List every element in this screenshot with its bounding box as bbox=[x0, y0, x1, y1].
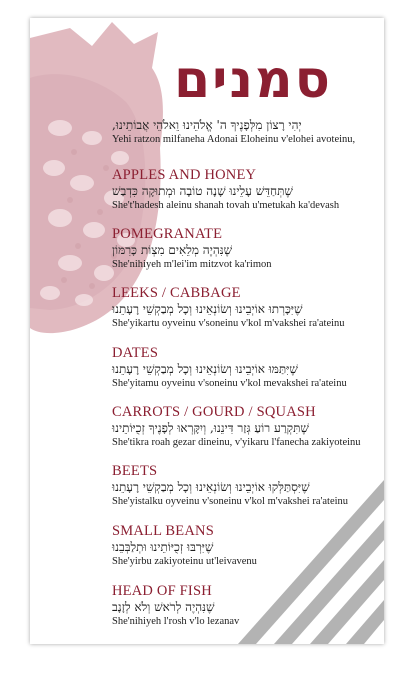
siman-heading: HEAD OF FISH bbox=[112, 583, 212, 599]
content bbox=[30, 18, 384, 644]
siman-leeks-cabbage bbox=[112, 285, 372, 331]
intro-blessing bbox=[112, 118, 372, 147]
siman-small-beans bbox=[112, 523, 372, 569]
siman-hebrew: שֶׁיִּסְתַּלְּקוּ אוֹיְבֵינוּ וְשׂוֹנְאֵינוּ וְכָל מְבַקְשֵׁי רָעָתֵנוּ bbox=[112, 480, 310, 494]
siman-transliteration: She'yirbu zakiyoteinu ut'leivavenu bbox=[112, 556, 257, 567]
siman-hebrew: שֶׁיִּתַּמּוּ אוֹיְבֵינוּ וְשׂוֹנְאֵינוּ וְכָל מְבַקְשֵׁי רָעָתֵנוּ bbox=[112, 362, 298, 376]
siman-hebrew: שֶׁנִּהְיֶה מְלֵאִים מִצְוֹת כָּרִמּוֹן bbox=[112, 243, 233, 257]
siman-heading: DATES bbox=[112, 345, 159, 361]
siman-hebrew: שֶׁנִּהְיֶה לְרֹאשׁ וְלֹא לְזָנָב bbox=[112, 600, 215, 614]
siman-hebrew: שֶׁתְּחַדֵּשׁ עָלֵינוּ שָׁנָה טוֹבָה וּמְתוּקָה כִּדְבַשׁ bbox=[112, 184, 293, 198]
intro-transliteration: Yehi ratzon milfaneha Adonai Eloheinu v'elohei avoteinu, bbox=[112, 134, 356, 145]
siman-heading: LEEKS / CABBAGE bbox=[112, 285, 241, 301]
siman-hebrew: שֶׁיִּרְבּוּ זְכֻיּוֹתֵינוּ וּתְלַבְּבֵנוּ bbox=[112, 540, 214, 554]
siman-heading: BEETS bbox=[112, 463, 158, 479]
siman-transliteration: She'yistalku oyveinu v'soneinu v'kol m'vakshei ra'ateinu bbox=[112, 496, 349, 507]
siman-beets bbox=[112, 463, 372, 509]
siman-transliteration: She'yikartu oyveinu v'soneinu v'kol m'vakshei ra'ateinu bbox=[112, 318, 345, 329]
intro-hebrew: יְהִי רָצוֹן מִלְּפָנֶיךָ ה' אֱלֹהֵינוּ וֵאלֹהֵי אֲבוֹתֵינוּ, bbox=[112, 118, 302, 132]
siman-transliteration: She'nihiyeh l'rosh v'lo lezanav bbox=[112, 616, 240, 627]
siman-apples-honey bbox=[112, 167, 372, 213]
siman-hebrew: שֶׁיִּכָּרְתוּ אוֹיְבֵינוּ וְשׂוֹנְאֵינוּ וְכָל מְבַקְשֵׁי רָעָתֵנוּ bbox=[112, 302, 303, 316]
siman-heading: CARROTS / GOURD / SQUASH bbox=[112, 404, 316, 420]
page-title bbox=[30, 50, 370, 110]
siman-head-of-fish bbox=[112, 583, 372, 629]
siman-hebrew: שֶׁתִּקְרַע רוֹעַ גְּזַר דִּינֵנוּ, וְיִקָּרְאוּ לְפָנֶיךָ זְכֻיּוֹתֵינוּ bbox=[112, 421, 309, 435]
siman-transliteration: She'nihiyeh m'lei'im mitzvot ka'rimon bbox=[112, 259, 272, 270]
siman-transliteration: She't'hadesh aleinu shanah tovah u'metukah ka'devash bbox=[112, 200, 340, 211]
page-title-text: סמנים bbox=[173, 50, 332, 110]
siman-pomegranate bbox=[112, 226, 372, 272]
siman-heading: APPLES AND HONEY bbox=[112, 167, 257, 183]
simanim-card bbox=[30, 18, 384, 644]
siman-transliteration: She'yitamu oyveinu v'soneinu v'kol mevakshei ra'ateinu bbox=[112, 378, 347, 389]
siman-heading: POMEGRANATE bbox=[112, 226, 223, 242]
siman-carrots-gourd-squash bbox=[112, 404, 372, 450]
siman-transliteration: She'tikra roah gezar dineinu, v'yikaru l'fanecha zakiyoteinu bbox=[112, 437, 361, 448]
siman-heading: SMALL BEANS bbox=[112, 523, 214, 539]
siman-dates bbox=[112, 345, 372, 391]
